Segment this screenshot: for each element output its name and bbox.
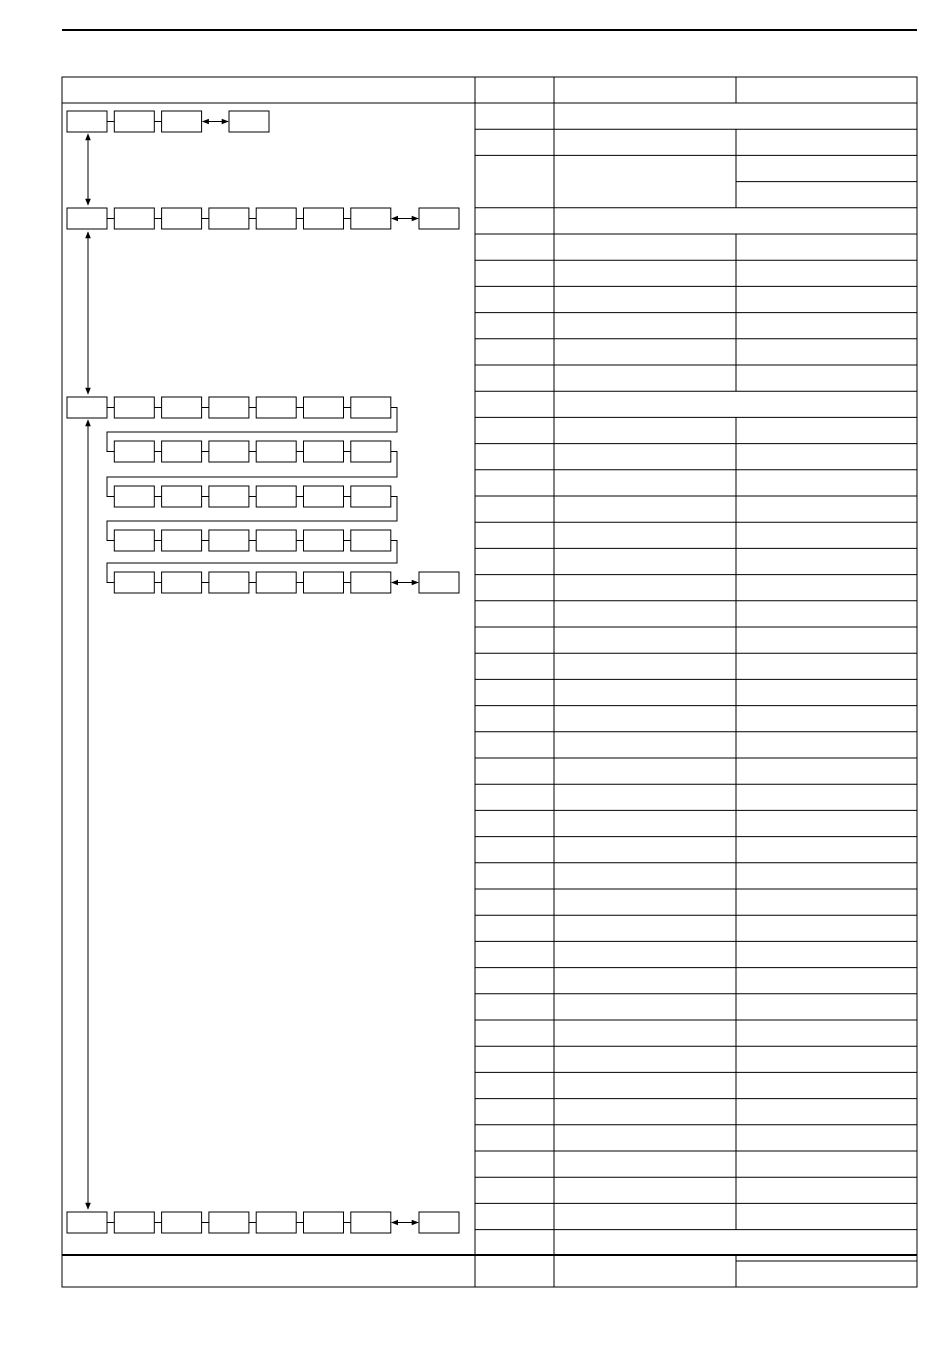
menu-box[interactable] <box>351 397 391 418</box>
table-row-item <box>475 548 917 574</box>
table-row-item <box>475 496 917 522</box>
table-row-item <box>475 1151 917 1177</box>
table-row-item <box>475 339 917 365</box>
menu-box[interactable] <box>67 111 107 132</box>
menu-box[interactable] <box>256 1212 296 1233</box>
table-row-item <box>475 522 917 548</box>
table-row-item <box>475 601 917 627</box>
table-row-item <box>475 679 917 705</box>
menu-box[interactable] <box>351 208 391 229</box>
menu-flow-diagram <box>67 111 459 1233</box>
table-frame <box>62 77 917 1287</box>
menu-row <box>114 572 459 593</box>
table-row-item <box>475 653 917 679</box>
menu-row <box>67 111 269 132</box>
menu-box[interactable] <box>304 208 344 229</box>
table-row-section <box>475 103 917 129</box>
menu-group <box>67 1212 459 1233</box>
menu-box[interactable] <box>209 397 249 418</box>
table-row-item <box>475 260 917 286</box>
menu-box[interactable] <box>256 486 296 507</box>
table-row-split <box>62 1255 917 1287</box>
table-row-item <box>475 706 917 732</box>
table-row-split <box>475 155 917 207</box>
menu-box[interactable] <box>209 441 249 462</box>
menu-box[interactable] <box>114 441 154 462</box>
menu-box[interactable] <box>67 208 107 229</box>
menu-box-terminal[interactable] <box>229 111 269 132</box>
table-row-item <box>475 863 917 889</box>
menu-box[interactable] <box>162 441 202 462</box>
table-row-item <box>475 1020 917 1046</box>
menu-box-terminal[interactable] <box>419 1212 459 1233</box>
table-row-item <box>475 365 917 391</box>
parameter-table <box>62 103 917 1287</box>
menu-box[interactable] <box>304 572 344 593</box>
menu-box[interactable] <box>209 1212 249 1233</box>
table-row-item <box>475 994 917 1020</box>
menu-box[interactable] <box>209 208 249 229</box>
menu-box[interactable] <box>256 208 296 229</box>
menu-box[interactable] <box>256 397 296 418</box>
table-row-item <box>475 627 917 653</box>
menu-box[interactable] <box>162 530 202 551</box>
table-row-item <box>475 286 917 312</box>
menu-box[interactable] <box>114 530 154 551</box>
menu-box[interactable] <box>162 397 202 418</box>
table-row-item <box>475 129 917 155</box>
table-row-item <box>475 1072 917 1098</box>
menu-box[interactable] <box>351 530 391 551</box>
menu-box[interactable] <box>304 1212 344 1233</box>
menu-box[interactable] <box>209 486 249 507</box>
menu-box[interactable] <box>256 572 296 593</box>
menu-group <box>67 208 459 229</box>
menu-box[interactable] <box>114 397 154 418</box>
table-row-item <box>475 968 917 994</box>
table-row-item <box>475 444 917 470</box>
menu-box-terminal[interactable] <box>419 572 459 593</box>
menu-box[interactable] <box>256 530 296 551</box>
table-row-item <box>475 837 917 863</box>
menu-box[interactable] <box>162 572 202 593</box>
table-row-item <box>475 234 917 260</box>
table-row-item <box>475 889 917 915</box>
menu-box[interactable] <box>162 208 202 229</box>
table-row-item <box>475 784 917 810</box>
menu-box[interactable] <box>67 1212 107 1233</box>
menu-box-terminal[interactable] <box>419 208 459 229</box>
menu-box[interactable] <box>304 530 344 551</box>
table-row-item <box>475 470 917 496</box>
menu-box[interactable] <box>304 441 344 462</box>
table-row-item <box>475 758 917 784</box>
table-row-item <box>475 313 917 339</box>
menu-box[interactable] <box>304 486 344 507</box>
table-row-item <box>475 915 917 941</box>
table-row-section <box>475 391 917 417</box>
table-row-item <box>475 1177 917 1203</box>
menu-box[interactable] <box>209 572 249 593</box>
table-row-item <box>475 1203 917 1229</box>
menu-box[interactable] <box>162 486 202 507</box>
table-border <box>62 77 917 1287</box>
menu-group <box>67 397 459 593</box>
menu-box[interactable] <box>162 111 202 132</box>
table-row-item <box>475 417 917 443</box>
menu-box[interactable] <box>67 397 107 418</box>
menu-box[interactable] <box>351 1212 391 1233</box>
menu-box[interactable] <box>162 1212 202 1233</box>
menu-box[interactable] <box>114 486 154 507</box>
table-row-item <box>475 1099 917 1125</box>
table-row-item <box>475 1046 917 1072</box>
menu-box[interactable] <box>114 111 154 132</box>
menu-box[interactable] <box>114 572 154 593</box>
menu-row <box>67 208 459 229</box>
menu-box[interactable] <box>114 208 154 229</box>
menu-group <box>67 111 269 132</box>
table-row-item <box>475 941 917 967</box>
menu-box[interactable] <box>114 1212 154 1233</box>
menu-box[interactable] <box>351 572 391 593</box>
table-row-item <box>475 1125 917 1151</box>
menu-box[interactable] <box>304 397 344 418</box>
menu-box[interactable] <box>256 441 296 462</box>
menu-box[interactable] <box>209 530 249 551</box>
table-row-item <box>475 732 917 758</box>
table-row-item <box>475 575 917 601</box>
menu-box[interactable] <box>351 486 391 507</box>
menu-row <box>67 1212 459 1233</box>
table-row-item <box>475 810 917 836</box>
table-row-section <box>475 208 917 234</box>
menu-box[interactable] <box>351 441 391 462</box>
